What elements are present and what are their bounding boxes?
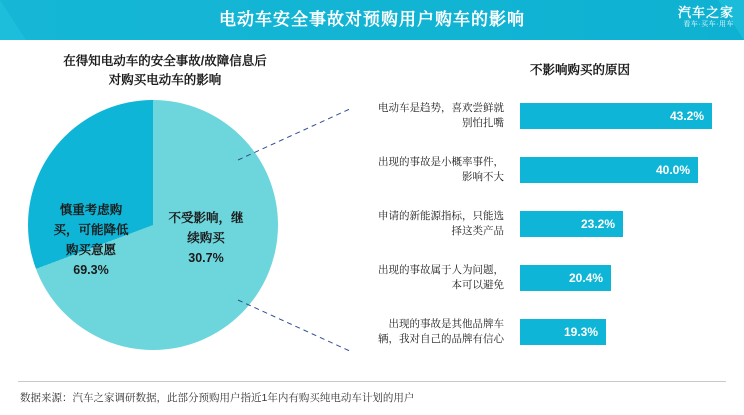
pie-slice-label-minor [156, 208, 256, 268]
bar-row [360, 254, 730, 302]
bar-fill [520, 211, 623, 237]
bar-value-label: 43.2% [669, 109, 704, 123]
data-source-note: 数据来源：汽车之家调研数据，此部分预购用户指近1年内有购买纯电动车计划的用户 [20, 392, 415, 404]
bar-track [520, 211, 730, 237]
bar-fill [520, 265, 611, 291]
bar-category-line: 出现的事故属于人为问题， [378, 264, 504, 276]
bar-chart-title: 不影响购买的原因 [530, 63, 631, 77]
bar-category-line: 影响不大 [462, 171, 504, 183]
pie-slice-label-major [36, 200, 146, 280]
bar-row [360, 146, 730, 194]
pie-minor-line1: 不受影响，继 [168, 211, 244, 225]
bar-category-line: 申请的新能源指标，只能选 [378, 210, 504, 222]
bar-track [520, 157, 730, 183]
bar-track [520, 319, 730, 345]
bar-row [360, 308, 730, 356]
bar-category-line: 辆，我对自己的品牌有信心 [378, 333, 504, 345]
pie-chart [28, 100, 298, 370]
pie-chart-title [20, 52, 310, 90]
brand-slogan: 看车·买车·用车 [683, 21, 734, 28]
bar-track [520, 103, 730, 129]
page-title: 电动车安全事故对预购用户购车的影响 [219, 10, 525, 29]
bar-fill [520, 319, 606, 345]
bar-row [360, 200, 730, 248]
bar-category-label [360, 92, 510, 140]
bar-value-label: 23.2% [580, 217, 615, 231]
bar-value-label: 19.3% [563, 325, 598, 339]
bar-category-label [360, 308, 510, 356]
bar-fill [520, 103, 712, 129]
bar-category-line: 出现的事故是其他品牌车 [388, 318, 504, 330]
bar-category-label [360, 200, 510, 248]
bar-category-label [360, 254, 510, 302]
bar-chart [360, 92, 730, 364]
bar-category-line: 择这类产品 [451, 225, 504, 237]
header-bar [0, 0, 744, 40]
bar-value-label: 20.4% [568, 271, 603, 285]
bar-category-line: 本可以避免 [451, 279, 504, 291]
bar-category-line: 出现的事故是小概率事件， [378, 156, 504, 168]
bar-category-line: 别怕扎嘴 [462, 117, 504, 129]
bar-category-label [360, 146, 510, 194]
footer-divider [18, 381, 726, 382]
pie-chart-title-line2: 对购买电动车的影响 [108, 73, 222, 87]
brand-name: 汽车之家 [677, 5, 734, 20]
pie-minor-line2: 续购买 [187, 231, 225, 245]
bar-category-line: 电动车是趋势，喜欢尝鲜就 [378, 102, 504, 114]
pie-major-line2: 买，可能降低 [53, 223, 129, 237]
pie-major-line1: 慎重考虑购 [59, 203, 123, 217]
bar-value-label: 40.0% [655, 163, 690, 177]
pie-minor-value: 30.7% [188, 251, 224, 265]
pie-chart-title-line1: 在得知电动车的安全事故/故障信息后 [63, 54, 267, 68]
bar-fill [520, 157, 698, 183]
bar-row [360, 92, 730, 140]
bar-track [520, 265, 730, 291]
pie-major-value: 69.3% [73, 263, 109, 277]
pie-major-line3: 购买意愿 [65, 243, 116, 257]
brand-logo [678, 5, 734, 30]
